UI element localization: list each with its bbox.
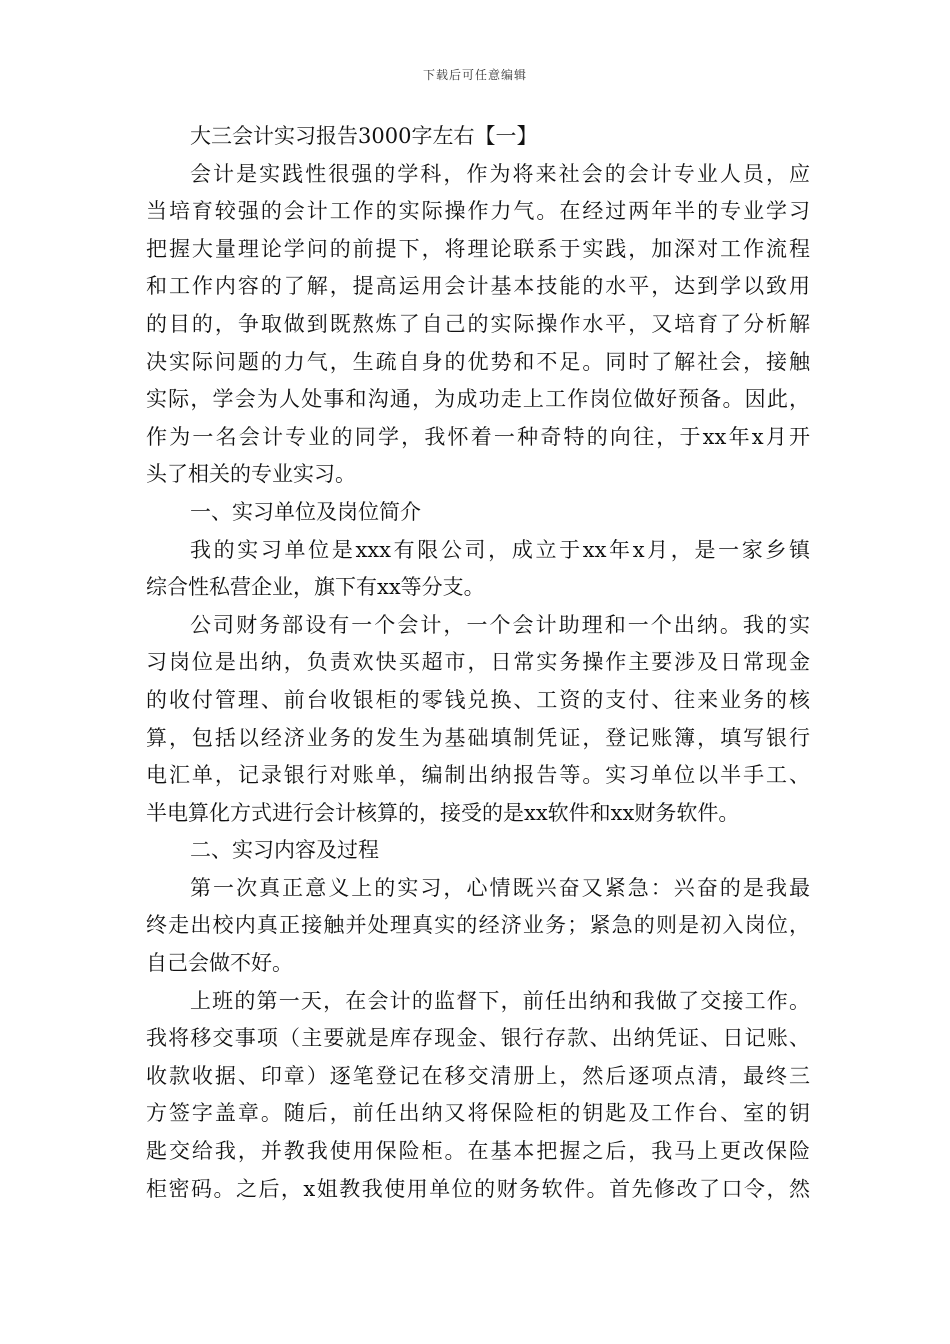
text-line: 算，包括以经济业务的发生为基础填制凭证，登记账簿，填写银行 (146, 725, 810, 750)
text-line: 我将移交事项（主要就是库存现金、银行存款、出纳凭证、日记账、 (146, 1026, 810, 1051)
text-line: 柜密码。之后，x姐教我使用单位的财务软件。首先修改了口令，然 (146, 1176, 810, 1201)
text-line: 匙交给我，并教我使用保险柜。在基本把握之后，我马上更改保险 (146, 1139, 810, 1164)
text-line: 实际，学会为人处事和沟通，为成功走上工作岗位做好预备。因此， (146, 387, 810, 412)
text-line: 把握大量理论学问的前提下，将理论联系于实践，加深对工作流程 (146, 236, 810, 261)
text-line: 和工作内容的了解，提高运用会计基本技能的水平，达到学以致用 (146, 274, 810, 299)
text-line: 一、实习单位及岗位简介 (190, 499, 421, 524)
text-line: 的收付管理、前台收银柜的零钱兑换、工资的支付、往来业务的核 (146, 687, 810, 712)
text-line: 作为一名会计专业的同学，我怀着一种奇特的向往，于xx年x月开 (146, 424, 810, 449)
text-line: 终走出校内真正接触并处理真实的经济业务；紧急的则是初入岗位， (146, 913, 810, 938)
text-line: 上班的第一天，在会计的监督下，前任出纳和我做了交接工作。 (190, 988, 810, 1013)
text-line: 头了相关的专业实习。 (146, 462, 356, 487)
text-line: 二、实习内容及过程 (190, 838, 379, 863)
page-header: 下载后可任意编辑 (422, 68, 527, 82)
text-line: 综合性私营企业，旗下有xx等分支。 (146, 575, 485, 600)
text-line: 自己会做不好。 (146, 951, 293, 976)
document-title: 大三会计实习报告3000字左右【一】 (190, 124, 538, 148)
text-line: 收款收据、印章）逐笔登记在移交清册上，然后逐项点清，最终三 (146, 1063, 810, 1088)
text-line: 方签字盖章。随后，前任出纳又将保险柜的钥匙及工作台、室的钥 (146, 1101, 810, 1126)
text-line: 我的实习单位是xxx有限公司，成立于xx年x月，是一家乡镇 (190, 537, 810, 562)
document-body (146, 118, 810, 1208)
text-line: 电汇单，记录银行对账单，编制出纳报告等。实习单位以半手工、 (146, 763, 810, 788)
text-line: 公司财务部设有一个会计，一个会计助理和一个出纳。我的实 (190, 612, 810, 637)
text-line: 当培育较强的会计工作的实际操作力气。在经过两年半的专业学习 (146, 199, 810, 224)
text-line: 习岗位是出纳，负责欢快买超市，日常实务操作主要涉及日常现金 (146, 650, 810, 675)
text-line: 决实际问题的力气，生疏自身的优势和不足。同时了解社会，接触 (146, 349, 810, 374)
text-line: 第一次真正意义上的实习，心情既兴奋又紧急：兴奋的是我最 (190, 875, 810, 900)
text-line: 的目的，争取做到既熬炼了自己的实际操作水平，又培育了分析解 (146, 311, 810, 336)
text-line: 会计是实践性很强的学科，作为将来社会的会计专业人员，应 (190, 161, 810, 186)
text-line: 半电算化方式进行会计核算的，接受的是xx软件和xx财务软件。 (146, 800, 740, 825)
